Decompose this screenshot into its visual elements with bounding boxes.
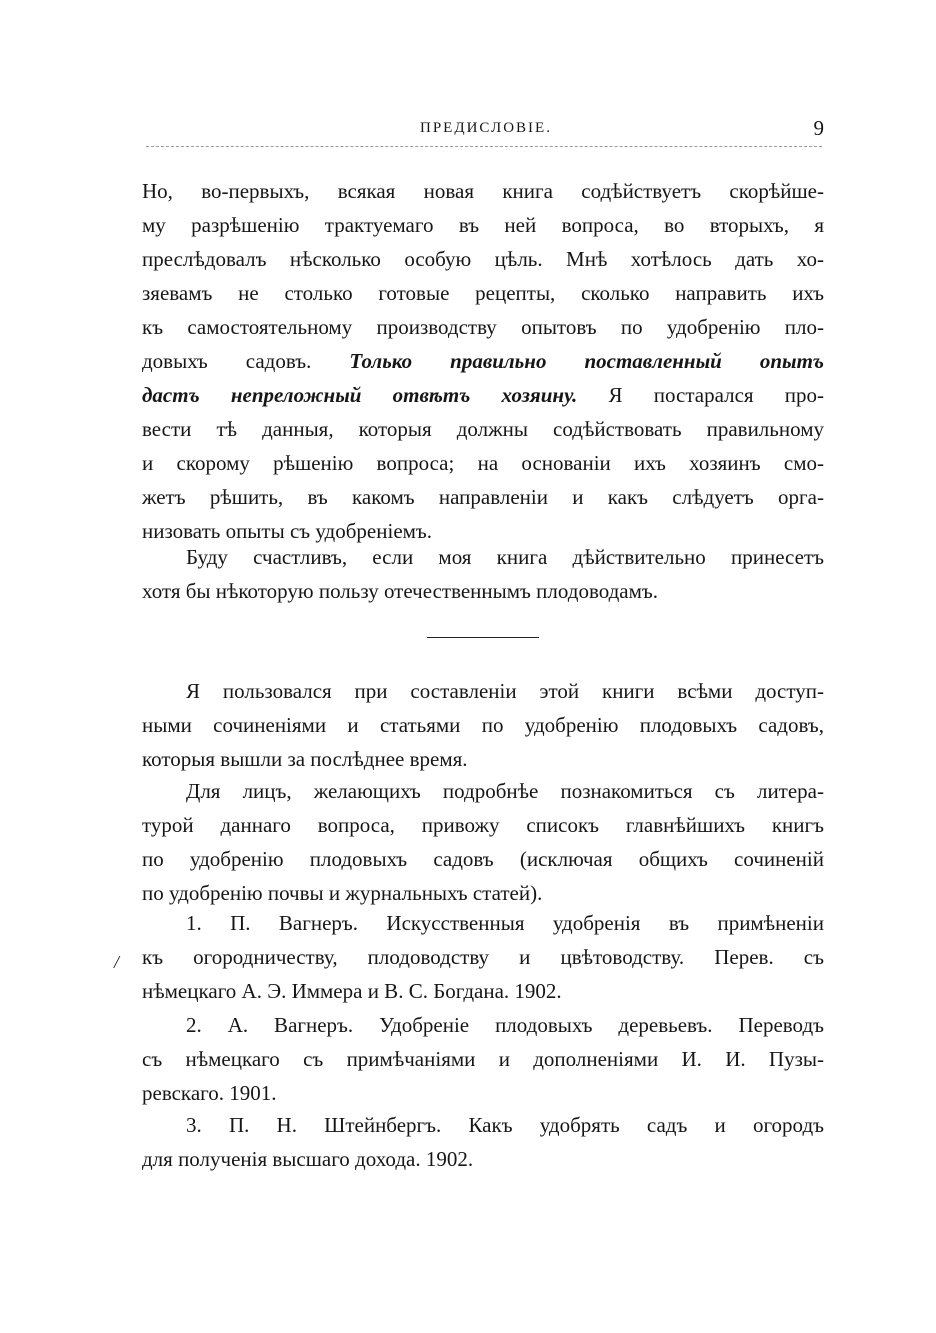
text-line: ными сочиненіями и статьями по удобренію плодовыхъ садовъ, <box>142 713 824 737</box>
paragraph-hope <box>142 540 824 608</box>
text-line: къ самостоятельному производству опытовъ по удобренію пло- <box>142 315 824 339</box>
text-line: Буду счастливъ, если моя книга дѣйствительно принесетъ <box>186 545 824 569</box>
reference-item <box>142 1108 824 1176</box>
plain-text: Я постарался про- <box>608 383 824 407</box>
emphasis-text: дастъ непреложный отвѣтъ хозяину. <box>142 383 578 407</box>
text-line: му разрѣшенію трактуемаго въ ней вопроса, во вторыхъ, я <box>142 213 824 237</box>
text-line: ревскаго. 1901. <box>142 1081 277 1105</box>
page-number: 9 <box>813 116 824 140</box>
text-line: которыя вышли за послѣднее время. <box>142 747 468 771</box>
text-line: по удобренію плодовыхъ садовъ (исключая общихъ сочиненій <box>142 847 824 871</box>
text-line: Я пользовался при составленіи этой книги всѣми доступ- <box>186 679 824 703</box>
margin-mark: / <box>114 952 120 972</box>
text-line: жетъ рѣшить, въ какомъ направленіи и какъ слѣдуетъ орга- <box>142 485 824 509</box>
text-line: съ нѣмецкаго съ примѣчаніями и дополненіями И. И. Пузы- <box>142 1047 824 1071</box>
paragraph-sources <box>142 674 824 776</box>
text-line: къ огородничеству, плодоводству и цвѣтоводству. Перев. съ <box>142 945 824 969</box>
paragraph-purpose <box>142 174 824 548</box>
text-line-mixed <box>142 344 824 378</box>
text-line: 2. А. Вагнеръ. Удобреніе плодовыхъ деревьевъ. Переводъ <box>186 1013 824 1037</box>
section-separator <box>427 637 539 638</box>
reference-item <box>142 906 824 1008</box>
text-line: нѣмецкаго А. Э. Иммера и В. С. Богдана. 1902. <box>142 979 562 1003</box>
text-line: Но, во-первыхъ, всякая новая книга содѣйствуетъ скорѣйше- <box>142 179 824 203</box>
paragraph-literature <box>142 774 824 910</box>
text-line: вести тѣ данныя, которыя должны содѣйствовать правильному <box>142 417 824 441</box>
plain-text: довыхъ садовъ. <box>142 349 312 373</box>
text-line: 1. П. Вагнеръ. Искусственныя удобренія въ примѣненіи <box>186 911 824 935</box>
running-head <box>140 118 824 142</box>
text-line: Для лицъ, желающихъ подробнѣе познакомиться съ литера- <box>186 779 824 803</box>
reference-item <box>142 1008 824 1110</box>
header-rule <box>146 146 822 147</box>
text-line: низовать опыты съ удобреніемъ. <box>142 519 433 543</box>
text-line: хотя бы нѣкоторую пользу отечественнымъ плодоводамъ. <box>142 579 659 603</box>
text-line-mixed <box>142 378 824 412</box>
running-title: ПРЕДИСЛОВІЕ. <box>420 120 552 136</box>
text-line: турой даннаго вопроса, привожу списокъ главнѣйшихъ книгъ <box>142 813 824 837</box>
emphasis-text: Только правильно поставленный опытъ <box>349 349 824 373</box>
text-line: 3. П. Н. Штейнбергъ. Какъ удобрять садъ и огородъ <box>186 1113 824 1137</box>
text-line: зяевамъ не столько готовые рецепты, сколько направить ихъ <box>142 281 824 305</box>
text-line: преслѣдовалъ нѣсколько особую цѣль. Мнѣ хотѣлось дать хо- <box>142 247 824 271</box>
text-line: по удобренію почвы и журнальныхъ статей). <box>142 881 543 905</box>
text-line: для полученія высшаго дохода. 1902. <box>142 1147 474 1171</box>
text-line: и скорому рѣшенію вопроса; на основаніи ихъ хозяинъ смо- <box>142 451 824 475</box>
